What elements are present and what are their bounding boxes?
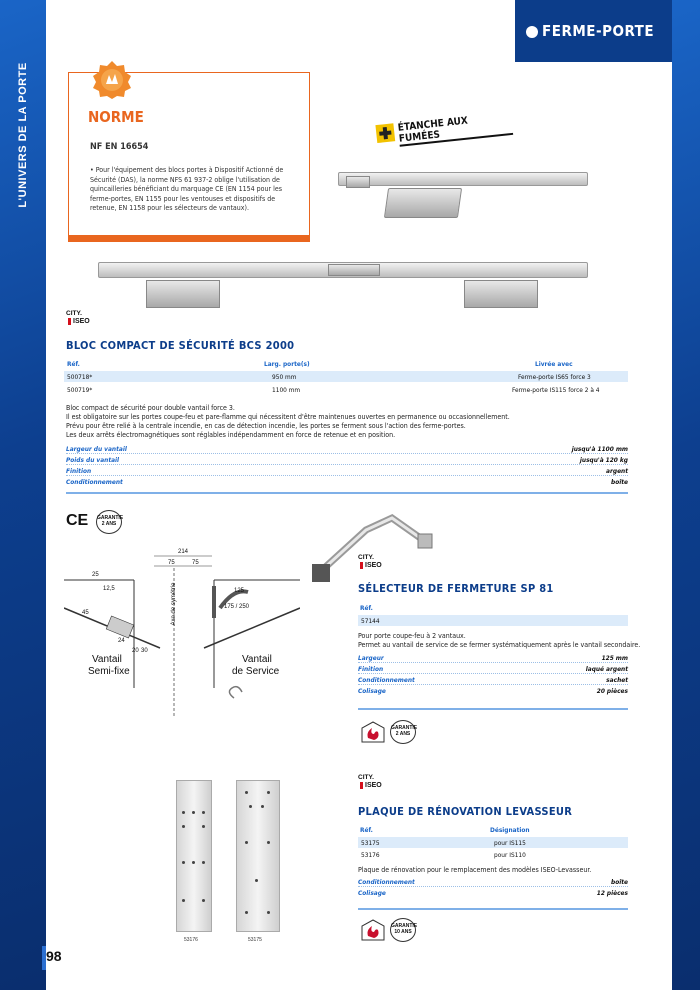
left-leaf-label-1: Vantail [92,654,122,665]
divider [358,886,628,887]
dim-45: 45 [82,610,89,616]
page-number: 98 [46,948,74,970]
plate-caption-2: 53175 [248,937,262,943]
section-separator [358,708,628,710]
dim-75-b: 75 [192,560,199,566]
ce-mark: CE [66,512,89,529]
plaque-ref-1: 53175 [361,839,380,847]
dim-25: 25 [92,572,99,578]
section-separator [358,908,628,910]
plaque-title: PLAQUE DE RÉNOVATION LEVASSEUR [358,805,573,818]
plate-53175-image [236,780,280,932]
warranty-2-years-icon: GARANTIE 2 ANS [96,510,122,534]
bcs2000-spec-key-4: Conditionnement [66,478,123,486]
hexagon-icon [526,26,538,38]
plaque-spec-val-1: boîte [611,878,628,886]
cross-icon [375,123,395,143]
norme-subtitle: NF EN 16654 [90,142,149,152]
smoke-tightness-tag [375,105,513,149]
plaque-designation-1: pour IS115 [494,839,526,847]
city-iseo-logo: CITY. ISEO [66,310,90,325]
bcs2000-spec-val-4: boîte [611,478,628,486]
sp81-spec-key-1: Largeur [358,654,384,662]
city-iseo-logo: CITY. ISEO [358,554,382,569]
dim-30: 30 [141,648,148,654]
sp81-title: SÉLECTEUR DE FERMETURE SP 81 [358,582,554,595]
sp81-selector-image [306,508,436,588]
bcs2000-desc-4: Les deux arrêts électromagnétiques sont réglables indépendamment en force de retenue et en position. [66,431,396,439]
sp81-spec-key-4: Colisage [358,687,386,695]
left-leaf-label-2: Semi-fixe [88,666,130,677]
dim-20: 20 [132,648,139,654]
bcs2000-delivered-1: Ferme-porte IS65 force 3 [518,373,591,381]
fire-resistant-icon [360,720,386,744]
plaque-header-ref: Réf. [360,826,373,834]
bcs2000-header-delivered: Livrée avec [535,360,573,368]
dim-125: 125 [234,588,245,594]
bcs2000-width-2: 1100 mm [272,386,301,394]
plaque-spec-val-2: 12 pièces [596,889,628,897]
dim-214: 214 [178,549,189,555]
divider [358,673,628,674]
bcs2000-title: BLOC COMPACT DE SÉCURITÉ BCS 2000 [66,339,295,352]
door-closer-image-top [338,160,588,230]
bcs2000-width-1: 950 mm [272,373,297,381]
bcs2000-spec-key-1: Largeur du vantail [66,445,127,453]
bcs2000-delivered-2: Ferme-porte IS115 force 2 à 4 [512,386,600,394]
divider [66,453,628,454]
sp81-desc-1: Pour porte coupe-feu à 2 vantaux. [358,632,466,640]
table-row [358,837,628,848]
section-separator [66,492,628,494]
divider [358,662,628,663]
bcs2000-header-ref: Réf. [67,360,80,368]
dim-175-250: 175 / 250 [224,604,250,610]
bcs2000-ref-2: 500719* [67,386,93,394]
bcs2000-desc-2: Il est obligatoire sur les portes coupe-feu et pare-flamme qui nécessitent d'être maintenues ouvertes en permanence ou occasionnellement. [66,413,510,421]
plate-53176-image [176,780,212,932]
symmetry-axis-label: Axe de symétrie [171,582,177,626]
divider [66,475,628,476]
bcs2000-desc-1: Bloc compact de sécurité pour double vantail force 3. [66,404,235,412]
sp81-desc-2: Permet au vantail de service de se fermer systématiquement après le vantail secondaire. [358,641,641,649]
plaque-header-designation: Désignation [490,826,530,834]
bcs2000-desc-3: Prévu pour être relié à la centrale incendie, en cas de détection incendie, les portes se ferment sous l'action des ferme-portes. [66,422,466,430]
plate-caption-1: 53176 [184,937,198,943]
sp81-spec-val-2: laqué argent [585,665,628,673]
smoke-tag-label: ÉTANCHE AUX FUMÉES [397,111,513,147]
sp81-spec-val-4: 20 pièces [596,687,628,695]
city-iseo-logo: CITY. ISEO [358,774,382,789]
dim-12-5: 12,5 [103,586,115,592]
sp81-spec-key-3: Conditionnement [358,676,415,684]
norme-title: NORME [88,108,144,126]
right-leaf-label-2: de Service [232,666,280,677]
bcs2000-spec-key-3: Finition [66,467,92,475]
plaque-spec-key-1: Conditionnement [358,878,415,886]
sp81-header-ref: Réf. [360,604,373,612]
dim-24: 24 [118,638,125,644]
bcs2000-spec-key-2: Poids du vantail [66,456,120,464]
bcs2000-spec-val-3: argent [606,467,628,475]
sidebar-label: L'UNIVERS DE LA PORTE [17,62,29,208]
installation-diagram [64,548,300,728]
sp81-spec-key-2: Finition [358,665,384,673]
bcs2000-spec-val-1: jusqu'à 1100 mm [571,445,628,453]
norme-text: • Pour l'équipement des blocs portes à Dispositif Actionné de Sécurité (DAS), la norme NFS 61 937-2 oblige l'utilisation de quincailleries bénéficiant du marquage CE (EN 1154 pour les ferme-portes, EN 1155 pour les ventouses et dispositifs de retenue, EN 1158 pour les sélecteurs de vantaux). [90,166,284,212]
plaque-desc: Plaque de rénovation pour le remplacement des modèles ISEO-Levasseur. [358,866,592,874]
right-leaf-label-1: Vantail [242,654,272,665]
bcs2000-spec-val-2: jusqu'à 120 kg [579,456,628,464]
right-edge-strip [672,0,700,990]
dim-75-a: 75 [168,560,175,566]
warranty-2-years-icon: GARANTIE 2 ANS [390,720,416,744]
plaque-spec-key-2: Colisage [358,889,386,897]
plaque-ref-2: 53176 [361,851,380,859]
double-door-closer-image [98,256,588,316]
warranty-10-years-icon: GARANTIE 10 ANS [390,918,416,942]
divider [358,684,628,685]
bcs2000-header-width: Larg. porte(s) [264,360,310,368]
sp81-spec-val-1: 125 mm [601,654,628,662]
fire-resistant-icon [360,918,386,942]
bcs2000-ref-1: 500718* [67,373,93,381]
plaque-designation-2: pour IS110 [494,851,526,859]
norme-badge-icon [92,60,132,100]
page-title: FERME-PORTE [542,22,655,40]
table-row [358,615,628,626]
sp81-spec-val-3: sachet [606,676,628,684]
sp81-ref: 57144 [361,617,380,625]
norme-box-accent [68,235,310,242]
divider [66,464,628,465]
